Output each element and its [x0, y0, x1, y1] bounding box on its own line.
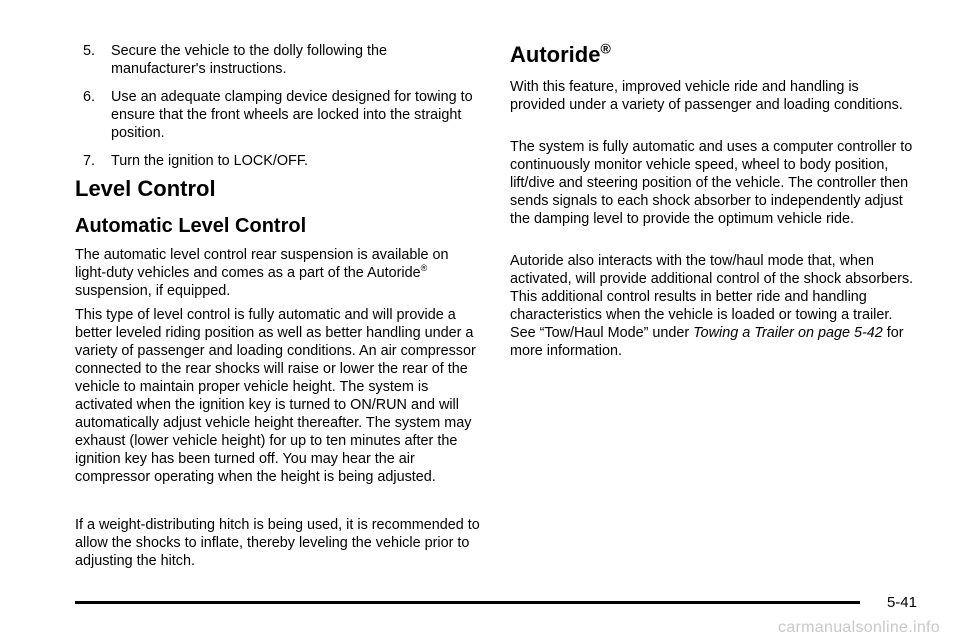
registered-mark: ® — [420, 263, 428, 274]
step-item — [75, 152, 480, 170]
registered-mark: ® — [600, 40, 611, 57]
step-number: 5. — [83, 43, 96, 59]
autoride-towhaul-paragraph — [510, 252, 915, 360]
footer-rule — [75, 601, 860, 604]
intro-text: The automatic level control rear suspension is available on light-duty vehicles and comes as a part of the Autoride — [75, 247, 449, 281]
autoride-system-paragraph: The system is fully automatic and uses a computer controller to continuously monitor vehicle speed, wheel to body position, lift/dive and steering position of the vehicle. The controller then sends signals to each shock absorber to independently adjust the damping level to provide the optimum vehicle ride. — [510, 139, 913, 227]
intro-text-end: suspension, if equipped. — [75, 283, 231, 299]
step-item — [75, 88, 480, 142]
watermark: carmanualsonline.info — [778, 619, 940, 636]
page-number: 5-41 — [886, 594, 917, 611]
level-control-description-paragraph: This type of level control is fully automatic and will provide a better leveled riding position as well as better handling under a variety of passenger and loading conditions. An air compressor connected to the rear shocks will raise or lower the rear of the vehicle to maintain proper vehicle height. The system is activated when the ignition key is turned to ON/RUN and will automatically adjust vehicle height thereafter. The system may exhaust (lower vehicle height) for up to ten minutes after the ignition key has been turned off. You may hear the air compressor operating when the height is being adjusted. — [75, 307, 476, 485]
level-control-intro-paragraph — [75, 246, 480, 300]
step-number: 7. — [83, 153, 96, 169]
step-number: 6. — [83, 89, 96, 105]
autoride-heading — [510, 40, 611, 70]
step-text: Turn the ignition to LOCK/OFF. — [111, 153, 309, 169]
autoride-intro-paragraph: With this feature, improved vehicle ride and handling is provided under a variety of passenger and loading conditions. — [510, 79, 903, 113]
towing-trailer-link[interactable]: Towing a Trailer on page 5‑42 — [693, 325, 883, 341]
step-item — [75, 42, 480, 78]
step-text: Secure the vehicle to the dolly following the manufacturer's instructions. — [111, 43, 387, 77]
autoride-heading-text: Autoride — [510, 42, 601, 67]
hitch-paragraph: If a weight-distributing hitch is being used, it is recommended to allow the shocks to inflate, thereby leveling the vehicle prior to adjusting the hitch. — [75, 517, 480, 569]
level-control-heading: Level Control — [75, 176, 216, 201]
numbered-steps — [75, 42, 480, 180]
towhaul-text-end: for more information. — [510, 325, 904, 359]
automatic-level-control-heading: Automatic Level Control — [75, 215, 307, 237]
towhaul-text: Autoride also interacts with the tow/haul mode that, when activated, will provide additional control of the shock absorbers. This additional control results in better ride and handling characteristics when the vehicle is loaded or towing a trailer. See “Tow/Haul Mode” under — [510, 253, 914, 341]
step-text: Use an adequate clamping device designed for towing to ensure that the front wheels are locked into the straight position. — [111, 89, 473, 141]
